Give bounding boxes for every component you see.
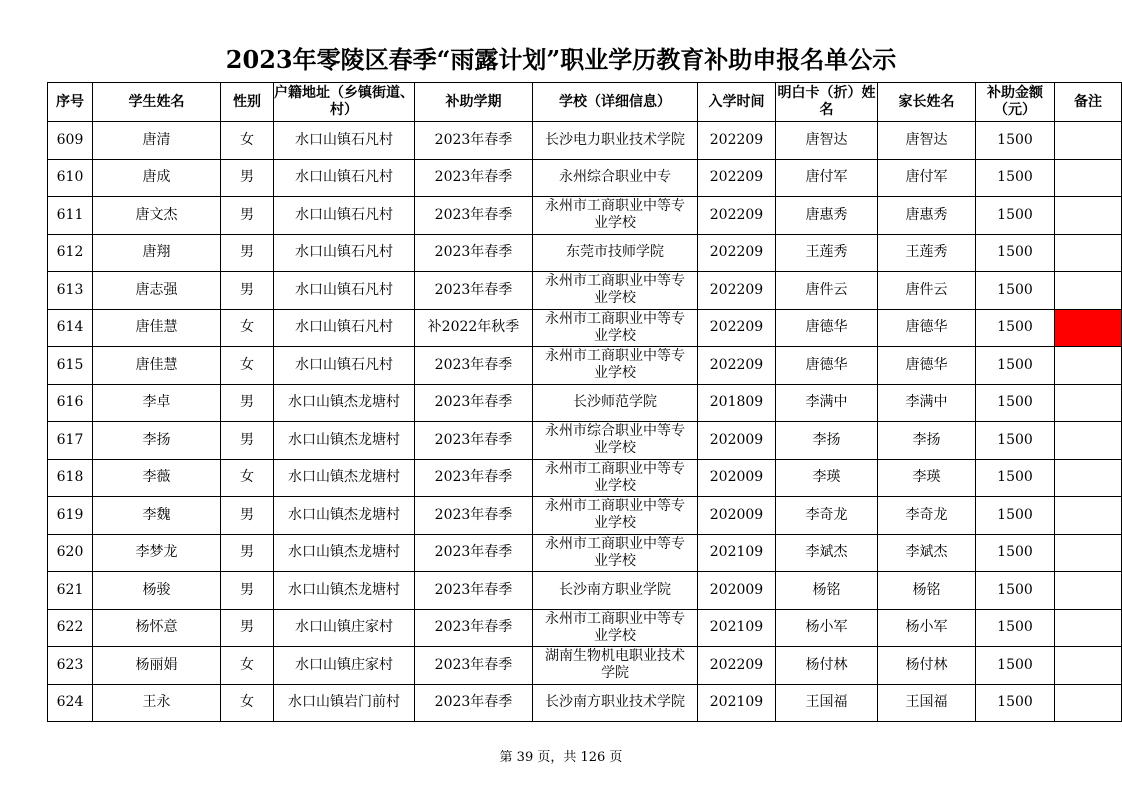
subsidy-amount-cell: 1500 xyxy=(976,384,1055,422)
school-cell xyxy=(533,572,698,610)
subsidy-term-cell: 2023年春季 xyxy=(415,422,533,460)
subsidy-amount-cell: 1500 xyxy=(976,272,1055,310)
card-name-cell: 杨小军 xyxy=(776,609,878,647)
gender-cell: 男 xyxy=(221,159,274,197)
card-name-cell: 李斌杰 xyxy=(776,534,878,572)
row-number-cell: 618 xyxy=(48,459,93,497)
remark-cell xyxy=(1055,159,1122,197)
address-cell: 水口山镇石凡村 xyxy=(274,159,415,197)
remark-cell xyxy=(1055,534,1122,572)
subsidy-amount-cell: 1500 xyxy=(976,197,1055,235)
table-row xyxy=(48,647,1122,685)
address-cell: 水口山镇岩门前村 xyxy=(274,684,415,722)
subsidy-term-cell: 2023年春季 xyxy=(415,459,533,497)
school-text: 永州市工商职业中等专业学校 xyxy=(545,610,685,644)
subsidy-term-cell: 2023年春季 xyxy=(415,534,533,572)
enroll-date-cell: 202109 xyxy=(698,609,776,647)
card-name-cell: 王莲秀 xyxy=(776,234,878,272)
student-name-cell: 杨怀意 xyxy=(93,609,221,647)
address-cell: 水口山镇杰龙塘村 xyxy=(274,572,415,610)
gender-cell: 男 xyxy=(221,609,274,647)
column-header: 学生姓名 xyxy=(93,83,221,122)
subsidy-term-cell: 2023年春季 xyxy=(415,159,533,197)
student-name-cell: 杨骏 xyxy=(93,572,221,610)
card-name-cell: 唐德华 xyxy=(776,309,878,347)
school-text: 长沙南方职业技术学院 xyxy=(545,694,685,711)
school-text: 永州市工商职业中等专业学校 xyxy=(545,460,685,494)
school-cell xyxy=(533,422,698,460)
school-text: 永州市工商职业中等专业学校 xyxy=(545,348,685,382)
gender-cell: 男 xyxy=(221,422,274,460)
card-name-cell: 唐德华 xyxy=(776,347,878,385)
card-name-cell: 唐件云 xyxy=(776,272,878,310)
subsidy-amount-cell: 1500 xyxy=(976,609,1055,647)
remark-cell xyxy=(1055,497,1122,535)
column-header: 家长姓名 xyxy=(878,83,976,122)
school-cell xyxy=(533,347,698,385)
column-header: 明白卡（折）姓名 xyxy=(776,83,878,122)
parent-name-cell: 李斌杰 xyxy=(878,534,976,572)
column-header: 户籍地址（乡镇街道、村） xyxy=(274,83,415,122)
parent-name-cell: 唐件云 xyxy=(878,272,976,310)
address-cell: 水口山镇石凡村 xyxy=(274,197,415,235)
address-cell: 水口山镇庄家村 xyxy=(274,609,415,647)
subsidy-term-cell: 2023年春季 xyxy=(415,497,533,535)
subsidy-amount-cell: 1500 xyxy=(976,459,1055,497)
student-name-cell: 李薇 xyxy=(93,459,221,497)
card-name-cell: 杨付林 xyxy=(776,647,878,685)
subsidy-term-cell: 2023年春季 xyxy=(415,684,533,722)
gender-cell: 男 xyxy=(221,497,274,535)
remark-cell xyxy=(1055,197,1122,235)
parent-name-cell: 唐惠秀 xyxy=(878,197,976,235)
card-name-cell: 李满中 xyxy=(776,384,878,422)
header-row xyxy=(48,83,1122,122)
subsidy-amount-cell: 1500 xyxy=(976,122,1055,160)
column-header: 补助学期 xyxy=(415,83,533,122)
subsidy-amount-cell: 1500 xyxy=(976,159,1055,197)
parent-name-cell: 杨小军 xyxy=(878,609,976,647)
school-cell xyxy=(533,234,698,272)
row-number-cell: 621 xyxy=(48,572,93,610)
student-name-cell: 唐清 xyxy=(93,122,221,160)
row-number-cell: 622 xyxy=(48,609,93,647)
row-number-cell: 610 xyxy=(48,159,93,197)
remark-cell xyxy=(1055,684,1122,722)
subsidy-amount-cell: 1500 xyxy=(976,647,1055,685)
school-text: 永州市综合职业中等专业学校 xyxy=(545,423,685,457)
gender-cell: 女 xyxy=(221,347,274,385)
student-name-cell: 唐成 xyxy=(93,159,221,197)
row-number-cell: 616 xyxy=(48,384,93,422)
row-number-cell: 611 xyxy=(48,197,93,235)
school-text: 湖南生物机电职业技术学院 xyxy=(545,648,685,682)
parent-name-cell: 李奇龙 xyxy=(878,497,976,535)
subsidy-term-cell: 2023年春季 xyxy=(415,197,533,235)
school-cell xyxy=(533,159,698,197)
subsidy-amount-cell: 1500 xyxy=(976,309,1055,347)
table-row xyxy=(48,497,1122,535)
school-cell xyxy=(533,647,698,685)
school-cell xyxy=(533,309,698,347)
student-name-cell: 唐志强 xyxy=(93,272,221,310)
remark-cell xyxy=(1055,422,1122,460)
student-name-cell: 李卓 xyxy=(93,384,221,422)
parent-name-cell: 李瑛 xyxy=(878,459,976,497)
school-text: 东莞市技师学院 xyxy=(566,244,664,261)
row-number-cell: 623 xyxy=(48,647,93,685)
gender-cell: 男 xyxy=(221,572,274,610)
card-name-cell: 唐付军 xyxy=(776,159,878,197)
column-header: 学校（详细信息） xyxy=(533,83,698,122)
parent-name-cell: 李扬 xyxy=(878,422,976,460)
enroll-date-cell: 202209 xyxy=(698,234,776,272)
table-row xyxy=(48,309,1122,347)
subsidy-amount-cell: 1500 xyxy=(976,422,1055,460)
parent-name-cell: 唐德华 xyxy=(878,309,976,347)
enroll-date-cell: 202209 xyxy=(698,122,776,160)
remark-cell xyxy=(1055,272,1122,310)
row-number-cell: 612 xyxy=(48,234,93,272)
address-cell: 水口山镇杰龙塘村 xyxy=(274,384,415,422)
student-name-cell: 李魏 xyxy=(93,497,221,535)
parent-name-cell: 李满中 xyxy=(878,384,976,422)
address-cell: 水口山镇杰龙塘村 xyxy=(274,534,415,572)
row-number-cell: 624 xyxy=(48,684,93,722)
column-header: 补助金额（元） xyxy=(976,83,1055,122)
page-footer: 第 39 页，共 126 页 xyxy=(499,750,623,765)
gender-cell: 男 xyxy=(221,234,274,272)
enroll-date-cell: 202009 xyxy=(698,422,776,460)
gender-cell: 女 xyxy=(221,647,274,685)
student-name-cell: 杨丽娟 xyxy=(93,647,221,685)
row-number-cell: 609 xyxy=(48,122,93,160)
address-cell: 水口山镇石凡村 xyxy=(274,234,415,272)
page-title: 2023年零陵区春季“雨露计划”职业学历教育补助申报名单公示 xyxy=(225,45,897,74)
card-name-cell: 唐惠秀 xyxy=(776,197,878,235)
school-cell xyxy=(533,684,698,722)
school-cell xyxy=(533,609,698,647)
table-row xyxy=(48,197,1122,235)
parent-name-cell: 唐付军 xyxy=(878,159,976,197)
school-text: 永州综合职业中专 xyxy=(559,169,671,186)
remark-cell xyxy=(1055,347,1122,385)
parent-name-cell: 杨付林 xyxy=(878,647,976,685)
subsidy-term-cell: 2023年春季 xyxy=(415,572,533,610)
enroll-date-cell: 202109 xyxy=(698,684,776,722)
enroll-date-cell: 202209 xyxy=(698,159,776,197)
table-row xyxy=(48,384,1122,422)
row-number-cell: 613 xyxy=(48,272,93,310)
subsidy-term-cell: 2023年春季 xyxy=(415,609,533,647)
gender-cell: 男 xyxy=(221,272,274,310)
address-cell: 水口山镇杰龙塘村 xyxy=(274,497,415,535)
student-name-cell: 唐佳慧 xyxy=(93,309,221,347)
enroll-date-cell: 201809 xyxy=(698,384,776,422)
gender-cell: 女 xyxy=(221,122,274,160)
enroll-date-cell: 202009 xyxy=(698,459,776,497)
school-cell xyxy=(533,197,698,235)
subsidy-term-cell: 2023年春季 xyxy=(415,647,533,685)
column-header: 入学时间 xyxy=(698,83,776,122)
student-name-cell: 李梦龙 xyxy=(93,534,221,572)
enroll-date-cell: 202109 xyxy=(698,534,776,572)
row-number-cell: 614 xyxy=(48,309,93,347)
enroll-date-cell: 202209 xyxy=(698,647,776,685)
table-row xyxy=(48,122,1122,160)
subsidy-term-cell: 2023年春季 xyxy=(415,384,533,422)
enroll-date-cell: 202209 xyxy=(698,272,776,310)
parent-name-cell: 王莲秀 xyxy=(878,234,976,272)
address-cell: 水口山镇石凡村 xyxy=(274,122,415,160)
school-cell xyxy=(533,534,698,572)
card-name-cell: 王国福 xyxy=(776,684,878,722)
remark-cell xyxy=(1055,309,1122,347)
enroll-date-cell: 202009 xyxy=(698,497,776,535)
row-number-cell: 617 xyxy=(48,422,93,460)
school-cell xyxy=(533,272,698,310)
subsidy-term-cell: 2023年春季 xyxy=(415,122,533,160)
school-cell xyxy=(533,459,698,497)
subsidy-amount-cell: 1500 xyxy=(976,534,1055,572)
remark-cell xyxy=(1055,647,1122,685)
subsidy-amount-cell: 1500 xyxy=(976,347,1055,385)
gender-cell: 男 xyxy=(221,197,274,235)
roster-table xyxy=(47,82,1122,722)
remark-cell xyxy=(1055,122,1122,160)
school-text: 永州市工商职业中等专业学校 xyxy=(545,273,685,307)
card-name-cell: 唐智达 xyxy=(776,122,878,160)
gender-cell: 女 xyxy=(221,684,274,722)
table-row xyxy=(48,534,1122,572)
student-name-cell: 唐佳慧 xyxy=(93,347,221,385)
subsidy-term-cell: 2023年春季 xyxy=(415,272,533,310)
gender-cell: 男 xyxy=(221,534,274,572)
subsidy-amount-cell: 1500 xyxy=(976,572,1055,610)
gender-cell: 男 xyxy=(221,384,274,422)
gender-cell: 女 xyxy=(221,459,274,497)
subsidy-term-cell: 2023年春季 xyxy=(415,234,533,272)
roster-body xyxy=(48,122,1122,722)
parent-name-cell: 唐德华 xyxy=(878,347,976,385)
remark-cell xyxy=(1055,384,1122,422)
enroll-date-cell: 202009 xyxy=(698,572,776,610)
table-row xyxy=(48,159,1122,197)
subsidy-term-cell: 补2022年秋季 xyxy=(415,309,533,347)
gender-cell: 女 xyxy=(221,309,274,347)
address-cell: 水口山镇石凡村 xyxy=(274,347,415,385)
table-row xyxy=(48,347,1122,385)
card-name-cell: 杨铭 xyxy=(776,572,878,610)
row-number-cell: 615 xyxy=(48,347,93,385)
parent-name-cell: 王国福 xyxy=(878,684,976,722)
address-cell: 水口山镇石凡村 xyxy=(274,272,415,310)
school-text: 长沙电力职业技术学院 xyxy=(545,131,685,148)
table-row xyxy=(48,572,1122,610)
school-text: 长沙南方职业学院 xyxy=(559,581,671,598)
school-text: 永州市工商职业中等专业学校 xyxy=(545,535,685,569)
column-header: 序号 xyxy=(48,83,93,122)
card-name-cell: 李瑛 xyxy=(776,459,878,497)
card-name-cell: 李扬 xyxy=(776,422,878,460)
table-row xyxy=(48,234,1122,272)
student-name-cell: 李扬 xyxy=(93,422,221,460)
subsidy-term-cell: 2023年春季 xyxy=(415,347,533,385)
remark-cell xyxy=(1055,609,1122,647)
address-cell: 水口山镇杰龙塘村 xyxy=(274,422,415,460)
address-cell: 水口山镇石凡村 xyxy=(274,309,415,347)
table-row xyxy=(48,459,1122,497)
row-number-cell: 620 xyxy=(48,534,93,572)
school-text: 永州市工商职业中等专业学校 xyxy=(545,498,685,532)
remark-cell xyxy=(1055,459,1122,497)
table-row xyxy=(48,422,1122,460)
enroll-date-cell: 202209 xyxy=(698,347,776,385)
column-header: 性别 xyxy=(221,83,274,122)
student-name-cell: 王永 xyxy=(93,684,221,722)
school-cell xyxy=(533,497,698,535)
subsidy-amount-cell: 1500 xyxy=(976,497,1055,535)
card-name-cell: 李奇龙 xyxy=(776,497,878,535)
table-row xyxy=(48,272,1122,310)
column-header: 备注 xyxy=(1055,83,1122,122)
row-number-cell: 619 xyxy=(48,497,93,535)
enroll-date-cell: 202209 xyxy=(698,197,776,235)
remark-cell xyxy=(1055,234,1122,272)
enroll-date-cell: 202209 xyxy=(698,309,776,347)
parent-name-cell: 杨铭 xyxy=(878,572,976,610)
remark-cell xyxy=(1055,572,1122,610)
address-cell: 水口山镇庄家村 xyxy=(274,647,415,685)
table-row xyxy=(48,609,1122,647)
school-text: 永州市工商职业中等专业学校 xyxy=(545,310,685,344)
table-row xyxy=(48,684,1122,722)
school-cell xyxy=(533,122,698,160)
student-name-cell: 唐翔 xyxy=(93,234,221,272)
address-cell: 水口山镇杰龙塘村 xyxy=(274,459,415,497)
school-text: 永州市工商职业中等专业学校 xyxy=(545,198,685,232)
school-text: 长沙师范学院 xyxy=(573,394,657,411)
school-cell xyxy=(533,384,698,422)
parent-name-cell: 唐智达 xyxy=(878,122,976,160)
subsidy-amount-cell: 1500 xyxy=(976,234,1055,272)
subsidy-amount-cell: 1500 xyxy=(976,684,1055,722)
student-name-cell: 唐文杰 xyxy=(93,197,221,235)
